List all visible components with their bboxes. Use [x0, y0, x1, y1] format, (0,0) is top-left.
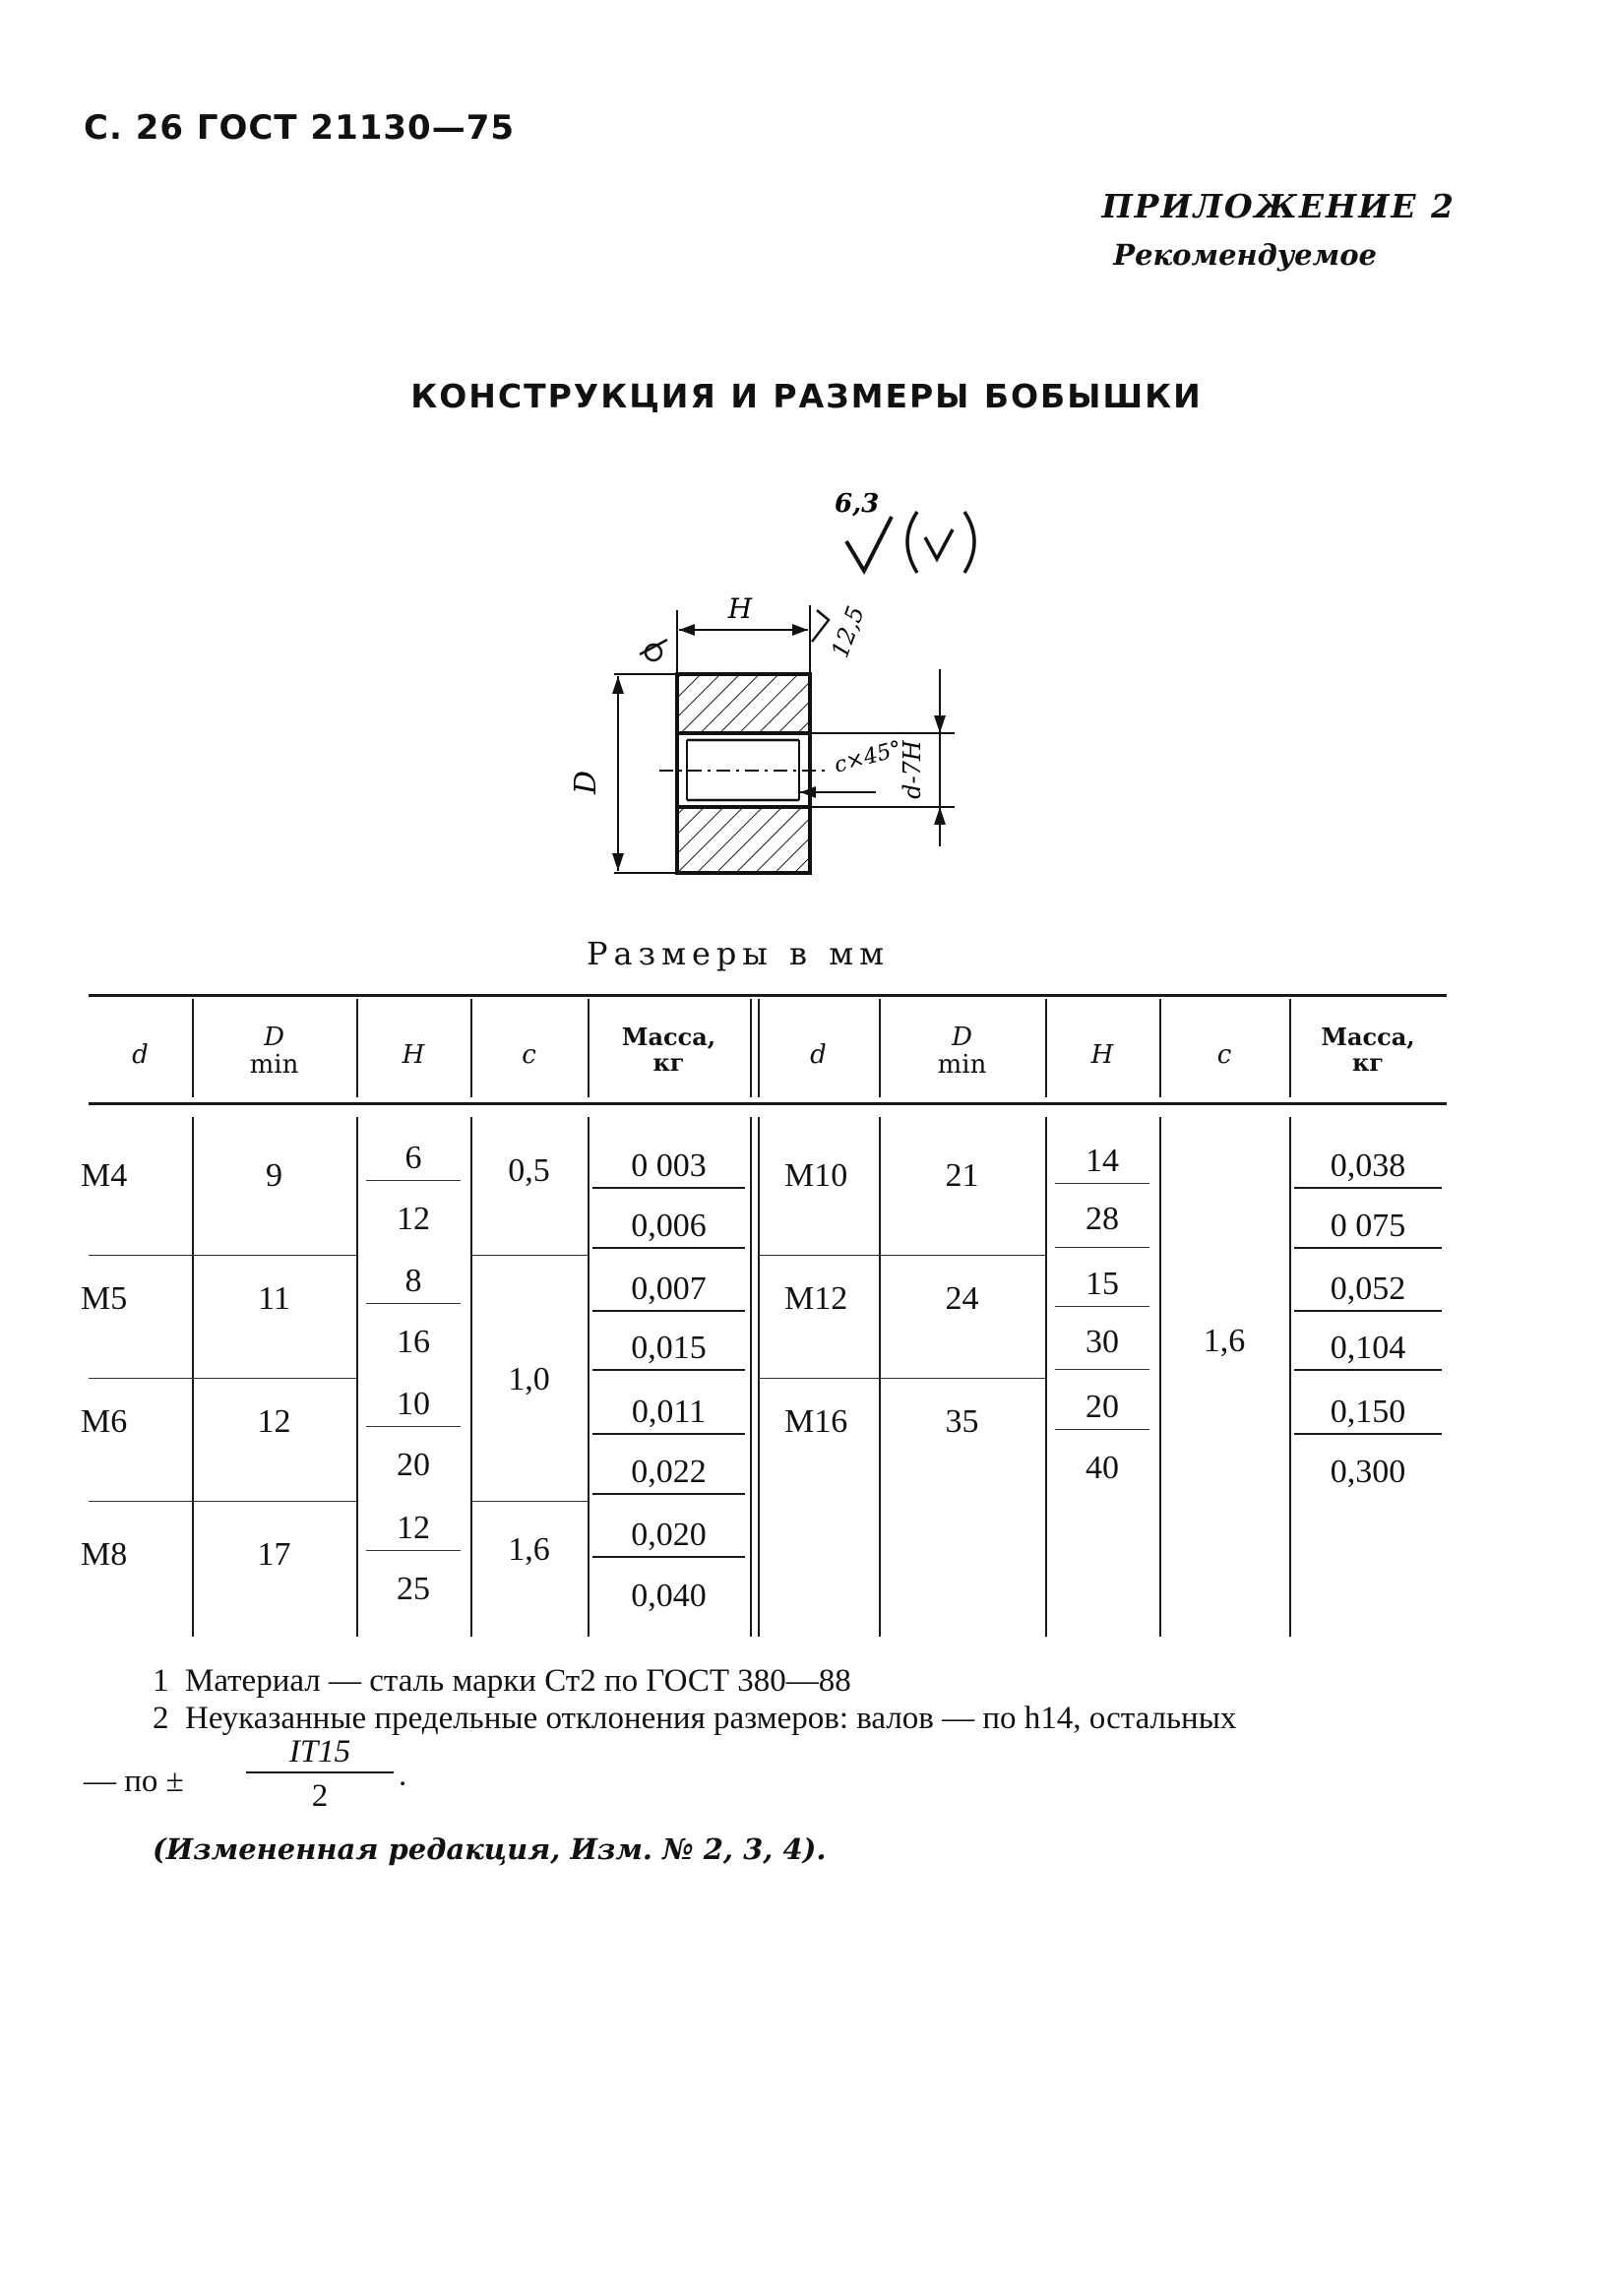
mass-underline [592, 1493, 745, 1495]
cell-mass: 0 075 [1330, 1208, 1406, 1244]
header-D: D [264, 1023, 284, 1052]
header-mass: Масса, [1321, 1023, 1415, 1051]
cell-H: 10 [397, 1386, 430, 1422]
note-2-text: Неуказанные предельные отклонения размеров: валов — по h14, остальных [185, 1701, 1237, 1736]
mass-underline [592, 1247, 745, 1249]
row-rule [192, 1501, 356, 1502]
cell-H: 20 [1086, 1389, 1119, 1425]
cell-H: 6 [404, 1140, 422, 1176]
cell-mass: 0,020 [631, 1517, 707, 1553]
roughness-symbol-general [835, 489, 974, 573]
row-rule [89, 1501, 192, 1502]
cell-mass: 0,038 [1330, 1148, 1406, 1184]
units-caption: Размеры в мм [587, 935, 890, 972]
mass-underline [592, 1310, 745, 1312]
mass-underline [592, 1369, 745, 1371]
cell-H: 25 [397, 1571, 430, 1607]
fraction-denominator: 2 [311, 1778, 329, 1814]
row-rule [366, 1180, 461, 1181]
roughness-face-value: 12,5 [826, 602, 870, 662]
col-divider [750, 999, 752, 1097]
col-divider [750, 1117, 752, 1637]
cell-d: М12 [784, 1280, 848, 1317]
cell-c-shared: 1,0 [508, 1361, 550, 1397]
row-rule [879, 1378, 1045, 1379]
col-divider [1289, 1117, 1291, 1637]
col-divider [758, 1117, 760, 1637]
col-divider [1159, 1117, 1161, 1637]
cell-D: 17 [257, 1536, 291, 1573]
cell-d: М16 [784, 1403, 848, 1440]
cell-H: 20 [397, 1447, 430, 1483]
row-rule [1055, 1306, 1149, 1307]
mass-underline [592, 1433, 745, 1435]
appendix-status: Рекомендуемое [1113, 238, 1377, 272]
mass-underline [1294, 1247, 1442, 1249]
header-c: c [522, 1040, 536, 1070]
cell-D: 21 [945, 1157, 979, 1194]
height-dimension-label: H [727, 592, 753, 625]
fraction-numerator: IT15 [288, 1734, 351, 1769]
header-mass-unit: кг [1351, 1048, 1385, 1077]
page-reference: С. 26 ГОСТ 21130—75 [84, 108, 516, 148]
thread-label: d-7H [899, 740, 926, 799]
cell-mass: 0,015 [631, 1330, 707, 1366]
chamfer-label: c×45° [832, 736, 904, 778]
cell-H: 14 [1086, 1143, 1119, 1179]
row-rule [366, 1303, 461, 1304]
note-2-continuation: — по ± [84, 1764, 184, 1799]
row-rule [1055, 1247, 1149, 1248]
cell-d: М4 [81, 1157, 128, 1194]
row-rule [89, 1378, 192, 1379]
row-rule [879, 1255, 1045, 1256]
cell-H: 15 [1086, 1266, 1119, 1302]
col-divider [356, 1117, 358, 1637]
cell-d: М8 [81, 1536, 128, 1573]
cell-H: 12 [397, 1510, 430, 1546]
cell-D: 11 [258, 1280, 290, 1317]
header-D-min: min [937, 1050, 987, 1080]
page-title: КОНСТРУКЦИЯ И РАЗМЕРЫ БОБЫШКИ [410, 377, 1203, 415]
row-rule [758, 1255, 879, 1256]
cell-mass: 0,052 [1330, 1271, 1406, 1307]
cell-mass: 0 003 [631, 1148, 707, 1184]
header-c: c [1216, 1040, 1232, 1070]
row-rule [192, 1378, 356, 1379]
mass-underline [592, 1556, 745, 1558]
header-D-min: min [249, 1050, 299, 1080]
header-d: d [132, 1040, 149, 1070]
amendment-note: (Измененная редакция, Изм. № 2, 3, 4). [153, 1832, 827, 1866]
table-top-rule [89, 994, 1447, 997]
header-H: H [1090, 1040, 1114, 1070]
note-1-text: Материал — сталь марки Ст2 по ГОСТ 380—88 [185, 1663, 851, 1699]
row-rule [470, 1255, 588, 1256]
roughness-general-value: 6,3 [835, 489, 880, 519]
diameter-dimension-label: D [569, 770, 603, 795]
cell-D: 24 [945, 1280, 979, 1317]
cell-mass: 0,150 [1330, 1394, 1406, 1430]
row-rule [470, 1501, 588, 1502]
mass-underline [1294, 1187, 1442, 1189]
row-rule [1055, 1369, 1149, 1370]
cell-H: 30 [1086, 1324, 1119, 1360]
row-rule [758, 1378, 879, 1379]
header-D: D [952, 1023, 972, 1052]
cell-H: 40 [1086, 1450, 1119, 1486]
mass-underline [1294, 1310, 1442, 1312]
cell-mass: 0,007 [631, 1271, 707, 1307]
row-rule [1055, 1429, 1149, 1430]
cell-d: М5 [81, 1280, 128, 1317]
table-header-rule [89, 1102, 1447, 1105]
appendix-label: ПРИЛОЖЕНИЕ 2 [1101, 187, 1456, 225]
row-rule [366, 1426, 461, 1427]
header-H: H [402, 1040, 425, 1070]
cell-H: 16 [397, 1324, 430, 1360]
cell-D: 35 [945, 1403, 979, 1440]
cell-mass: 0,006 [631, 1208, 707, 1244]
header-mass: Масса, [621, 1023, 716, 1051]
note-2-end: . [399, 1758, 407, 1793]
cell-c: 1,6 [508, 1531, 550, 1568]
cell-mass: 0,104 [1330, 1330, 1406, 1366]
header-mass-unit: кг [652, 1048, 685, 1077]
col-divider [588, 1117, 589, 1637]
cell-mass: 0,011 [631, 1394, 707, 1430]
row-rule [192, 1255, 356, 1256]
cell-c: 0,5 [508, 1152, 550, 1189]
boss-drawing [551, 472, 1102, 886]
fraction-bar [246, 1771, 394, 1773]
cell-d: М6 [81, 1403, 128, 1440]
cell-mass: 0,022 [631, 1454, 707, 1490]
mass-underline [1294, 1369, 1442, 1371]
note-1-number: 1 [153, 1663, 169, 1699]
mass-underline [592, 1187, 745, 1189]
row-rule [366, 1550, 461, 1551]
note-2-number: 2 [153, 1701, 169, 1736]
cell-H: 28 [1086, 1201, 1119, 1237]
cell-D: 12 [257, 1403, 291, 1440]
cell-c-shared: 1,6 [1203, 1323, 1246, 1359]
header-d: d [810, 1040, 827, 1070]
cell-H: 12 [397, 1201, 430, 1237]
cell-mass: 0,040 [631, 1578, 707, 1614]
row-rule [89, 1255, 192, 1256]
cell-d: М10 [784, 1157, 848, 1194]
cell-mass: 0,300 [1330, 1454, 1406, 1490]
cell-H: 8 [404, 1263, 422, 1299]
col-divider [1045, 1117, 1047, 1637]
row-rule [1055, 1183, 1149, 1184]
note-1 [153, 1661, 851, 1701]
cell-D: 9 [266, 1157, 282, 1194]
mass-underline [1294, 1433, 1442, 1435]
